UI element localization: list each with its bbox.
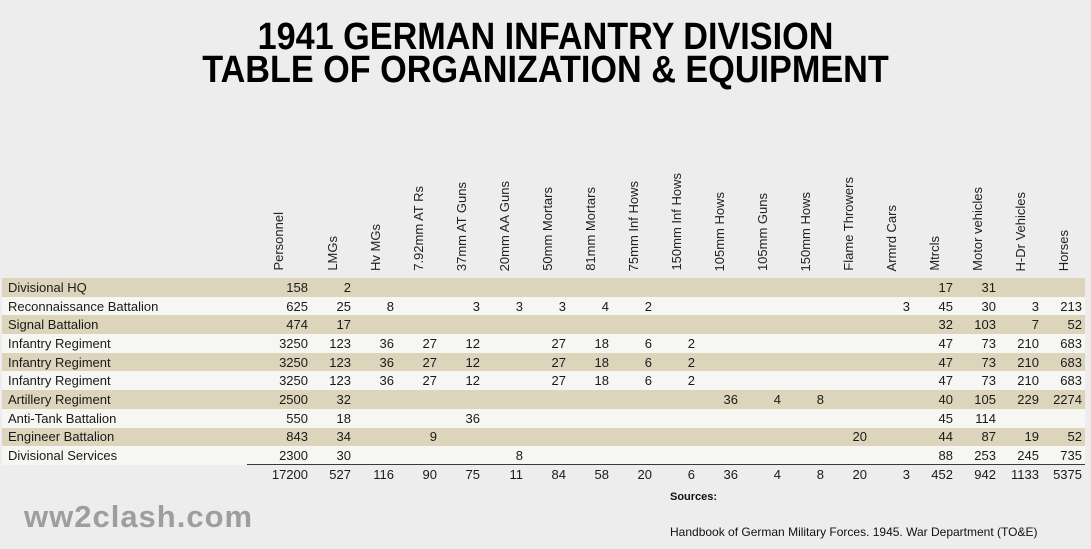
value-cell: 474 xyxy=(286,317,308,333)
value-cell: 2500 xyxy=(279,391,308,407)
value-cell: 31 xyxy=(981,279,996,295)
value-cell xyxy=(870,446,913,465)
value-cell: 3 xyxy=(870,465,913,484)
value-cell xyxy=(612,409,655,428)
value-cell: 213 xyxy=(1060,298,1082,314)
value-cell: 683 xyxy=(1060,335,1082,351)
value-cell: 36 xyxy=(379,335,394,351)
value-cell: 32 xyxy=(336,391,351,407)
unit-column-header xyxy=(2,148,247,278)
value-cell: 8 xyxy=(784,465,827,484)
value-cell: 527 xyxy=(311,465,354,484)
value-cell: 36 xyxy=(465,410,480,426)
value-cell xyxy=(655,409,698,428)
unit-name: Reconnaissance Battalion xyxy=(8,298,159,314)
value-cell: 2 xyxy=(687,354,695,370)
value-cell xyxy=(569,428,612,447)
value-cell: 32 xyxy=(938,317,953,333)
column-header-81mm-mortars xyxy=(569,148,612,278)
value-cell: 735 xyxy=(1060,447,1082,463)
value-cell xyxy=(483,390,526,409)
value-cell xyxy=(741,278,784,297)
column-header-horses xyxy=(1042,148,1085,278)
value-cell xyxy=(827,334,870,353)
value-cell xyxy=(526,409,569,428)
column-header-label: 7.92mm AT Rs xyxy=(410,186,426,271)
value-cell xyxy=(354,446,397,465)
value-cell: 5375 xyxy=(1042,465,1085,484)
value-cell xyxy=(698,334,741,353)
value-cell xyxy=(354,278,397,297)
value-cell: 683 xyxy=(1060,373,1082,389)
value-cell xyxy=(698,446,741,465)
value-cell: 229 xyxy=(1017,391,1039,407)
value-cell xyxy=(354,409,397,428)
value-cell: 30 xyxy=(336,447,351,463)
value-cell xyxy=(569,278,612,297)
value-cell: 47 xyxy=(938,335,953,351)
watermark: ww2clash.com xyxy=(24,499,254,534)
value-cell: 30 xyxy=(981,298,996,314)
value-cell xyxy=(870,353,913,372)
value-cell xyxy=(827,297,870,316)
value-cell xyxy=(612,446,655,465)
value-cell xyxy=(784,334,827,353)
value-cell: 19 xyxy=(1024,429,1039,445)
value-cell xyxy=(612,315,655,334)
unit-name: Engineer Battalion xyxy=(8,429,115,445)
value-cell xyxy=(655,446,698,465)
value-cell: 210 xyxy=(1017,335,1039,351)
value-cell: 2300 xyxy=(279,447,308,463)
value-cell xyxy=(784,409,827,428)
table-row xyxy=(2,409,1085,428)
unit-name: Infantry Regiment xyxy=(8,335,111,351)
column-header-label: 20mm AA Guns xyxy=(496,180,512,271)
value-cell: 8 xyxy=(515,447,523,463)
value-cell: 210 xyxy=(1017,373,1039,389)
page-title xyxy=(55,16,1037,91)
column-header-label: 150mm Inf Hows xyxy=(668,173,684,271)
value-cell: 27 xyxy=(422,373,437,389)
value-cell xyxy=(870,409,913,428)
value-cell: 27 xyxy=(551,335,566,351)
unit-name: Divisional Services xyxy=(8,448,118,464)
value-cell xyxy=(440,428,483,447)
value-cell xyxy=(741,334,784,353)
value-cell: 103 xyxy=(974,317,996,333)
value-cell xyxy=(612,278,655,297)
value-cell: 4 xyxy=(741,465,784,484)
column-header-label: Armrd Cars xyxy=(883,204,899,271)
value-cell: 550 xyxy=(286,410,308,426)
table-row xyxy=(2,315,1085,334)
table-header xyxy=(2,148,1085,278)
value-cell xyxy=(569,390,612,409)
value-cell xyxy=(698,315,741,334)
value-cell: 3250 xyxy=(279,335,308,351)
unit-name: Infantry Regiment xyxy=(8,354,111,370)
source-citation: Handbook of German Military Forces. 1945. War Department (TO&E) xyxy=(670,525,1038,539)
value-cell: 87 xyxy=(981,429,996,445)
value-cell xyxy=(1042,409,1085,428)
value-cell: 105 xyxy=(974,391,996,407)
value-cell: 123 xyxy=(329,373,351,389)
column-header-personnel xyxy=(247,148,311,278)
value-cell: 6 xyxy=(655,465,698,484)
value-cell xyxy=(741,428,784,447)
value-cell xyxy=(397,446,440,465)
table-row xyxy=(2,446,1085,465)
value-cell xyxy=(698,371,741,390)
value-cell xyxy=(483,353,526,372)
value-cell: 452 xyxy=(913,465,956,484)
value-cell xyxy=(440,315,483,334)
page-title-line2: TABLE OF ORGANIZATION & EQUIPMENT xyxy=(202,49,889,91)
value-cell xyxy=(483,371,526,390)
value-cell xyxy=(784,446,827,465)
column-header-label: 37mm AT Guns xyxy=(453,181,469,271)
toe-table xyxy=(2,148,1085,484)
column-header-label: 105mm Hows xyxy=(711,191,727,271)
value-cell xyxy=(526,278,569,297)
value-cell xyxy=(483,409,526,428)
value-cell: 114 xyxy=(975,410,996,426)
value-cell: 942 xyxy=(956,465,999,484)
value-cell xyxy=(784,315,827,334)
value-cell: 45 xyxy=(938,298,953,314)
table-row xyxy=(2,278,1085,297)
value-cell: 27 xyxy=(422,354,437,370)
value-cell: 40 xyxy=(938,391,953,407)
value-cell xyxy=(526,446,569,465)
value-cell: 253 xyxy=(974,447,996,463)
value-cell xyxy=(870,390,913,409)
value-cell: 52 xyxy=(1067,429,1082,445)
value-cell xyxy=(827,371,870,390)
column-header-label: 150mm Hows xyxy=(797,191,813,271)
value-cell xyxy=(526,428,569,447)
value-cell: 11 xyxy=(483,465,526,484)
totals-row xyxy=(2,465,1085,484)
value-cell: 36 xyxy=(723,391,738,407)
column-header-h-dr-vehicles xyxy=(999,148,1042,278)
unit-name: Anti-Tank Battalion xyxy=(8,410,117,426)
value-cell: 6 xyxy=(644,335,652,351)
value-cell xyxy=(354,428,397,447)
value-cell xyxy=(999,409,1042,428)
value-cell: 12 xyxy=(465,354,480,370)
value-cell xyxy=(612,428,655,447)
value-cell xyxy=(1042,278,1085,297)
value-cell xyxy=(655,315,698,334)
value-cell: 2 xyxy=(644,298,652,314)
value-cell xyxy=(483,278,526,297)
value-cell: 625 xyxy=(286,298,308,314)
value-cell: 34 xyxy=(336,429,351,445)
value-cell: 3 xyxy=(472,298,480,314)
column-header-label: Horses xyxy=(1055,229,1071,271)
value-cell xyxy=(354,390,397,409)
value-cell: 8 xyxy=(816,391,824,407)
column-header-armrd-cars xyxy=(870,148,913,278)
column-header-50mm-mortars xyxy=(526,148,569,278)
value-cell: 90 xyxy=(397,465,440,484)
value-cell xyxy=(526,315,569,334)
value-cell: 6 xyxy=(644,373,652,389)
value-cell: 12 xyxy=(465,335,480,351)
value-cell: 20 xyxy=(827,465,870,484)
value-cell: 47 xyxy=(938,354,953,370)
value-cell xyxy=(741,315,784,334)
value-cell: 18 xyxy=(594,335,609,351)
table-row xyxy=(2,297,1085,316)
value-cell xyxy=(569,315,612,334)
value-cell: 2274 xyxy=(1053,391,1082,407)
value-cell xyxy=(870,334,913,353)
value-cell: 3 xyxy=(558,298,566,314)
value-cell: 20 xyxy=(612,465,655,484)
value-cell xyxy=(440,278,483,297)
unit-name: Signal Battalion xyxy=(8,317,99,333)
value-cell xyxy=(741,409,784,428)
value-cell xyxy=(741,371,784,390)
unit-name: Infantry Regiment xyxy=(8,373,111,389)
table-row xyxy=(2,334,1085,353)
value-cell: 52 xyxy=(1067,317,1082,333)
column-header-7-92mm-at-rs xyxy=(397,148,440,278)
value-cell: 17 xyxy=(938,279,953,295)
value-cell: 45 xyxy=(938,410,953,426)
table-row xyxy=(2,428,1085,447)
column-header-mtrcls xyxy=(913,148,956,278)
value-cell: 7 xyxy=(1031,317,1039,333)
value-cell xyxy=(784,278,827,297)
column-header-label: Flame Throwers xyxy=(840,177,856,271)
value-cell: 73 xyxy=(981,373,996,389)
column-header-label: Personnel xyxy=(271,212,286,271)
column-header-150mm-inf-hows xyxy=(655,148,698,278)
value-cell: 18 xyxy=(594,354,609,370)
value-cell: 75 xyxy=(440,465,483,484)
value-cell: 843 xyxy=(286,429,308,445)
column-header-motor-vehicles xyxy=(956,148,999,278)
value-cell: 27 xyxy=(422,335,437,351)
value-cell: 36 xyxy=(379,373,394,389)
value-cell: 73 xyxy=(981,335,996,351)
value-cell xyxy=(870,371,913,390)
value-cell xyxy=(784,428,827,447)
value-cell: 17200 xyxy=(247,465,311,484)
value-cell xyxy=(612,390,655,409)
column-header-label: 50mm Mortars xyxy=(539,187,555,271)
column-header-105mm-hows xyxy=(698,148,741,278)
column-header-flame-throwers xyxy=(827,148,870,278)
value-cell xyxy=(483,315,526,334)
value-cell xyxy=(784,371,827,390)
table-row xyxy=(2,390,1085,409)
column-header-lmgs xyxy=(311,148,354,278)
column-header-hv-mgs xyxy=(354,148,397,278)
value-cell: 123 xyxy=(329,354,351,370)
value-cell xyxy=(483,428,526,447)
value-cell: 123 xyxy=(329,335,351,351)
value-cell xyxy=(827,390,870,409)
value-cell: 8 xyxy=(386,298,394,314)
value-cell: 4 xyxy=(773,391,781,407)
value-cell xyxy=(440,390,483,409)
value-cell: 27 xyxy=(551,354,566,370)
value-cell: 12 xyxy=(465,373,480,389)
value-cell: 2 xyxy=(343,279,351,295)
value-cell xyxy=(698,278,741,297)
value-cell: 3 xyxy=(1031,298,1039,314)
value-cell xyxy=(827,315,870,334)
unit-name xyxy=(2,465,247,484)
value-cell: 73 xyxy=(981,354,996,370)
sources-label: Sources: xyxy=(670,491,718,503)
value-cell xyxy=(698,428,741,447)
value-cell xyxy=(698,409,741,428)
value-cell xyxy=(698,353,741,372)
value-cell: 2 xyxy=(687,335,695,351)
value-cell: 158 xyxy=(286,279,308,295)
value-cell xyxy=(655,428,698,447)
value-cell xyxy=(999,278,1042,297)
value-cell: 1133 xyxy=(999,465,1042,484)
value-cell: 3250 xyxy=(279,373,308,389)
column-header-label: 105mm Guns xyxy=(754,192,770,271)
header-row xyxy=(2,148,1085,278)
value-cell xyxy=(655,297,698,316)
value-cell: 210 xyxy=(1017,354,1039,370)
value-cell xyxy=(397,315,440,334)
value-cell xyxy=(569,409,612,428)
value-cell: 47 xyxy=(938,373,953,389)
value-cell xyxy=(397,297,440,316)
value-cell: 6 xyxy=(644,354,652,370)
value-cell: 36 xyxy=(379,354,394,370)
value-cell: 27 xyxy=(551,373,566,389)
value-cell xyxy=(827,409,870,428)
column-header-label: LMGs xyxy=(324,236,340,271)
value-cell: 2 xyxy=(687,373,695,389)
value-cell: 4 xyxy=(601,298,609,314)
column-header-label: 75mm Inf Hows xyxy=(625,180,641,271)
unit-name: Divisional HQ xyxy=(8,279,87,295)
column-header-label: Hv MGs xyxy=(367,224,383,271)
value-cell xyxy=(698,297,741,316)
value-cell xyxy=(870,278,913,297)
value-cell: 9 xyxy=(429,429,437,445)
value-cell xyxy=(655,278,698,297)
value-cell xyxy=(741,353,784,372)
table-row xyxy=(2,353,1085,372)
value-cell: 18 xyxy=(594,373,609,389)
value-cell xyxy=(397,390,440,409)
value-cell: 683 xyxy=(1060,354,1082,370)
value-cell xyxy=(741,297,784,316)
value-cell xyxy=(827,446,870,465)
value-cell xyxy=(827,278,870,297)
column-header-150mm-hows xyxy=(784,148,827,278)
value-cell xyxy=(440,446,483,465)
value-cell xyxy=(784,353,827,372)
value-cell: 84 xyxy=(526,465,569,484)
value-cell: 116 xyxy=(354,465,397,484)
value-cell: 3 xyxy=(902,298,910,314)
value-cell xyxy=(655,390,698,409)
column-header-label: 81mm Mortars xyxy=(582,187,598,271)
column-header-20mm-aa-guns xyxy=(483,148,526,278)
value-cell: 44 xyxy=(938,429,953,445)
value-cell xyxy=(784,297,827,316)
column-header-label: H-Dr Vehicles xyxy=(1012,191,1028,271)
value-cell: 36 xyxy=(698,465,741,484)
column-header-105mm-guns xyxy=(741,148,784,278)
value-cell: 25 xyxy=(336,298,351,314)
value-cell xyxy=(483,334,526,353)
value-cell xyxy=(354,315,397,334)
table-row xyxy=(2,371,1085,390)
value-cell xyxy=(526,390,569,409)
value-cell xyxy=(569,446,612,465)
value-cell xyxy=(397,278,440,297)
value-cell xyxy=(870,428,913,447)
value-cell: 20 xyxy=(852,429,867,445)
column-header-37mm-at-guns xyxy=(440,148,483,278)
value-cell: 17 xyxy=(336,317,351,333)
table-body xyxy=(2,278,1085,484)
value-cell: 88 xyxy=(938,447,953,463)
value-cell: 18 xyxy=(336,410,351,426)
page-title-line1: 1941 GERMAN INFANTRY DIVISION xyxy=(257,16,834,58)
value-cell xyxy=(827,353,870,372)
value-cell: 3250 xyxy=(279,354,308,370)
column-header-75mm-inf-hows xyxy=(612,148,655,278)
value-cell: 3 xyxy=(515,298,523,314)
column-header-label: Motor vehicles xyxy=(969,187,985,271)
value-cell xyxy=(870,315,913,334)
value-cell xyxy=(741,446,784,465)
value-cell: 245 xyxy=(1017,447,1039,463)
value-cell: 58 xyxy=(569,465,612,484)
value-cell xyxy=(397,409,440,428)
column-header-label: Mtrcls xyxy=(926,236,942,271)
unit-name: Artillery Regiment xyxy=(8,391,111,407)
